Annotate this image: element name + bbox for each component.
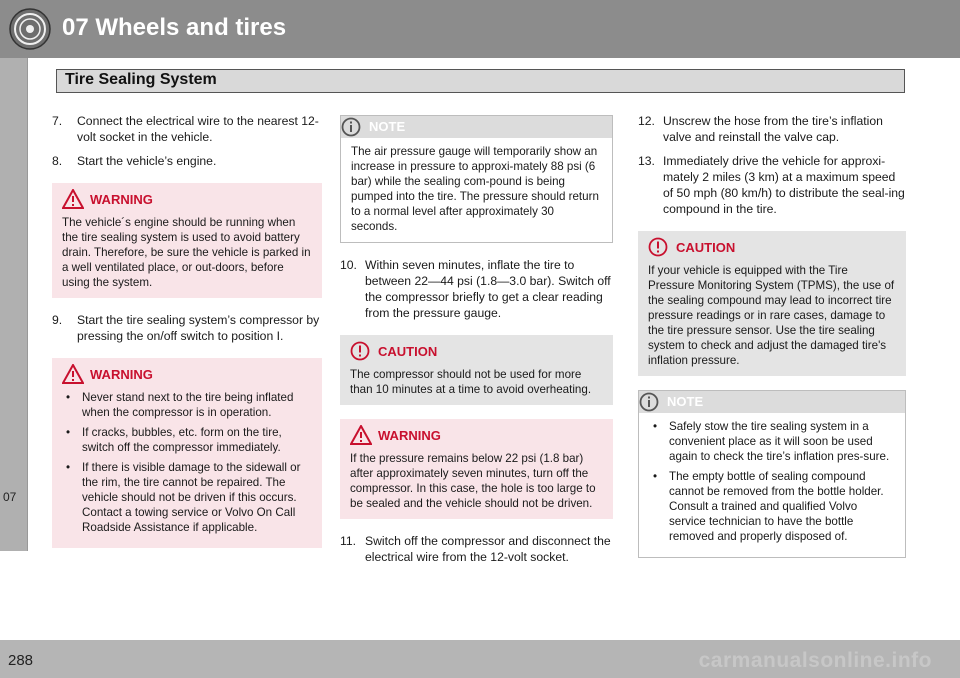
step-text: Switch off the compressor and disconnect the electrical wire from the 12-volt socket.	[365, 534, 611, 564]
step-number: 11.	[340, 534, 357, 548]
step-number: 12.	[638, 114, 655, 128]
step-text: Immediately drive the vehicle for approxi-mately 2 miles (3 km) at a maximum speed of 50 mph (80 km/h) to distribute the seal-ing compound in the tire.	[663, 154, 905, 216]
chapter-title: 07 Wheels and tires	[62, 14, 287, 41]
step-text: Start the vehicle’s engine.	[77, 154, 217, 168]
warning-title: WARNING	[90, 367, 153, 382]
section-title: Tire Sealing System	[65, 71, 217, 88]
step-text: Within seven minutes, inflate the tire to between 22—44 psi (1.8—3.0 bar). Switch off the compressor briefly to get a clear reading from the pressure gauge.	[365, 258, 611, 320]
step-number: 13.	[638, 154, 655, 168]
step-text: Unscrew the hose from the tire’s inflation valve and reinstall the valve cap.	[663, 114, 883, 144]
warning-body: The vehicle´s engine should be running when the tire sealing system is used to avoid battery drain. Therefore, be sure the vehicle is parked in a well ventilated place, or out-doors, before using the system.	[62, 216, 311, 289]
page-number: 288	[8, 652, 34, 669]
step-10	[340, 257, 613, 321]
step-number: 9.	[52, 313, 63, 327]
warning-header	[62, 189, 312, 211]
caution-header	[350, 341, 603, 363]
warning-triangle-icon	[62, 364, 84, 384]
info-icon	[341, 117, 361, 137]
footer-bar	[0, 640, 960, 678]
list-item: • The empty bottle of sealing compound cannot be removed from the bottle holder. Consult a trained and qualified Volvo service technician to have the bottle removed and properly disposed of.	[649, 469, 895, 544]
list-item: • Never stand next to the tire being inflated when the compressor is in operation.	[62, 390, 312, 420]
warning-box	[52, 358, 322, 548]
list-item: • If cracks, bubbles, etc. form on the tire, switch off the compressor immediately.	[62, 425, 312, 455]
column-3	[638, 113, 906, 572]
caution-icon	[648, 237, 668, 257]
step-11	[340, 533, 613, 565]
section-bar	[56, 69, 905, 93]
step-8	[52, 153, 322, 169]
note-header	[341, 116, 612, 138]
watermark: carmanualsonline.info	[698, 649, 932, 672]
warning-box	[340, 419, 613, 519]
warning-triangle-icon	[62, 189, 84, 209]
header-bar	[0, 0, 960, 58]
info-icon	[639, 392, 659, 412]
note-body: The air pressure gauge will temporarily show an increase in pressure to approxi-mately 88 psi (6 bar) while the sealing com-pound is being pumped into the tire. The pressure should return to a normal level after approximately 30 seconds.	[351, 145, 599, 233]
step-7	[52, 113, 322, 145]
note-box	[340, 115, 613, 243]
side-tab-label: 07	[3, 490, 17, 504]
wheel-icon	[8, 7, 52, 51]
warning-body	[62, 390, 312, 535]
step-number: 7.	[52, 114, 63, 128]
list-item: • Safely stow the tire sealing system in a convenient place as it will soon be used again to check the tire’s inflation pres-sure.	[649, 419, 895, 464]
caution-body: The compressor should not be used for more than 10 minutes at a time to avoid overheating.	[350, 368, 592, 396]
step-13	[638, 153, 906, 217]
warning-triangle-icon	[350, 425, 372, 445]
step-number: 10.	[340, 258, 357, 272]
step-number: 8.	[52, 154, 63, 168]
warning-header	[350, 425, 603, 447]
note-title: NOTE	[369, 119, 406, 134]
caution-icon	[350, 341, 370, 361]
column-1	[52, 113, 322, 562]
chapter-side-tab	[0, 58, 28, 551]
caution-box	[638, 231, 906, 376]
caution-box	[340, 335, 613, 405]
caution-body: If your vehicle is equipped with the Tire Pressure Monitoring System (TPMS), the use of the sealing compound may lead to incorrect tire pressure readings or in rare cases, damage to the tire pressure sensor. Use the tire sealing system to check and adjust the damaged tire's inflation pressure.	[648, 264, 895, 367]
caution-title: CAUTION	[676, 240, 736, 255]
warning-title: WARNING	[378, 428, 441, 443]
caution-header	[648, 237, 896, 259]
warning-box	[52, 183, 322, 298]
note-title: NOTE	[667, 394, 704, 409]
note-box	[638, 390, 906, 558]
note-body	[649, 419, 895, 544]
warning-title: WARNING	[90, 192, 153, 207]
note-header	[639, 391, 905, 413]
column-2	[340, 113, 613, 573]
step-text: Connect the electrical wire to the nearest 12-volt socket in the vehicle.	[77, 114, 319, 144]
caution-title: CAUTION	[378, 344, 438, 359]
step-text: Start the tire sealing system’s compressor by pressing the on/off switch to position I.	[77, 313, 320, 343]
warning-header	[62, 364, 312, 386]
step-12	[638, 113, 906, 145]
warning-body: If the pressure remains below 22 psi (1.8 bar) after approximately seven minutes, turn off the compressor. In this case, the hole is too large to be sealed and the vehicle should not be driven.	[350, 452, 596, 510]
list-item: • If there is visible damage to the sidewall or the rim, the tire cannot be repaired. The vehicle should not be driven if this occurs. Contact a towing service or Volvo On Call Roadside Assistance if applicable.	[62, 460, 312, 535]
step-9	[52, 312, 322, 344]
